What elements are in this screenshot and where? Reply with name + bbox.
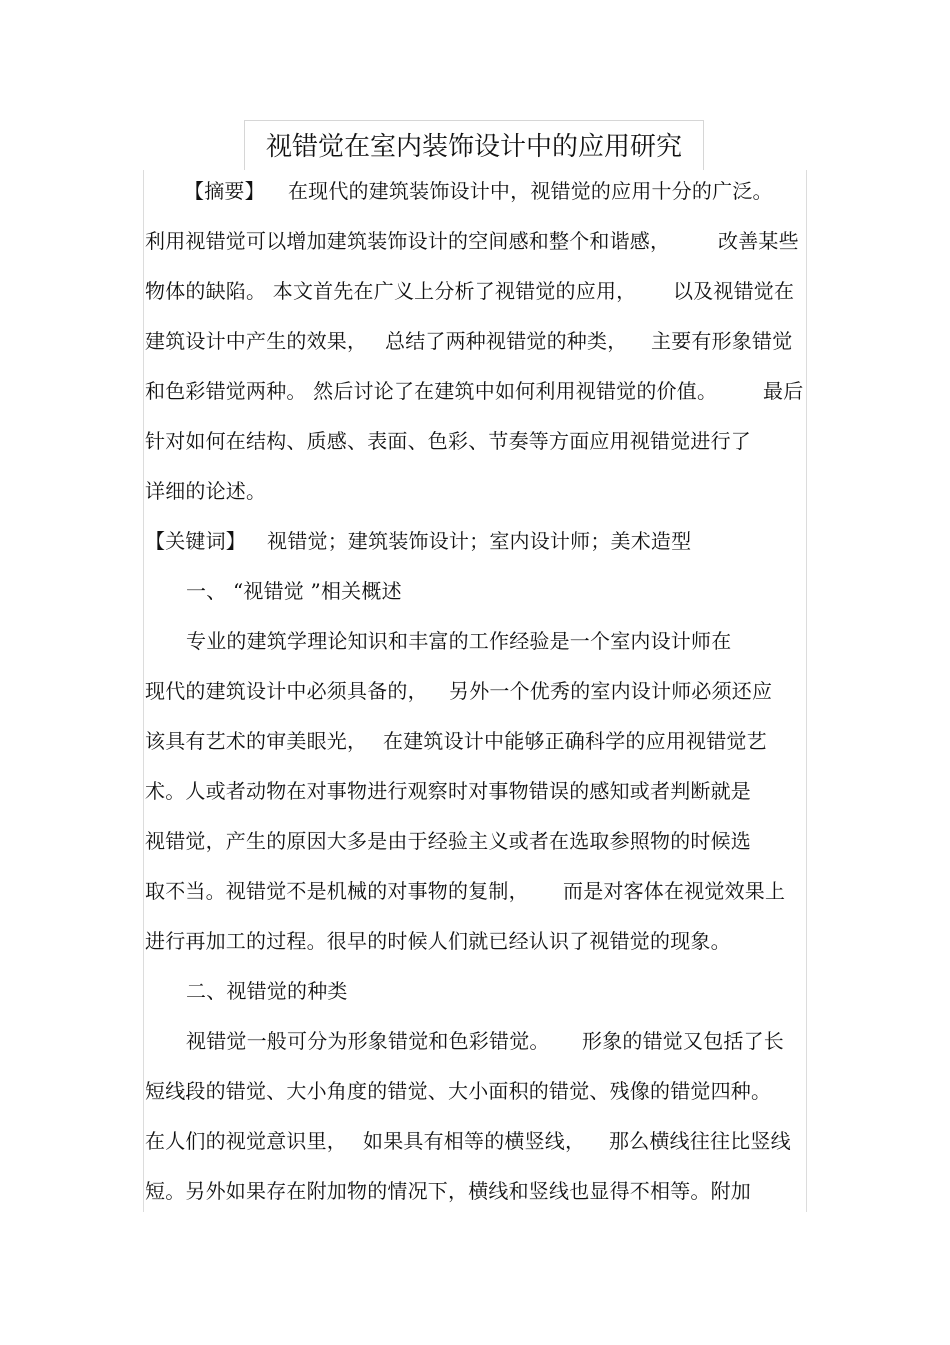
abstract-text: 建筑设计中产生的效果， <box>145 329 368 353</box>
abstract-line-6 <box>145 426 751 456</box>
paragraph-line <box>145 676 805 706</box>
paragraph-line <box>145 726 805 756</box>
paragraph-text: 另外一个优秀的室内设计师必须还应 <box>449 679 773 703</box>
abstract-label: 【摘要】 <box>184 179 265 203</box>
page-frame-right <box>806 170 807 1212</box>
paragraph-text: 那么横线往往比竖线 <box>609 1129 791 1153</box>
abstract-text: 总结了两种视错觉的种类， <box>385 329 628 353</box>
keywords-text: 视错觉；建筑装饰设计；室内设计师；美术造型 <box>267 529 692 553</box>
document-title: 视错觉在室内装饰设计中的应用研究 <box>265 132 682 162</box>
abstract-text: 在现代的建筑装饰设计中，视错觉的应用十分的广泛。 <box>287 179 773 203</box>
paragraph-text: 现代的建筑设计中必须具备的， <box>145 679 428 703</box>
abstract-line-1 <box>184 176 773 206</box>
paragraph-text: 该具有艺术的审美眼光， <box>145 729 368 753</box>
paragraph-line: 专业的建筑学理论知识和丰富的工作经验是一个室内设计师在 <box>186 629 732 653</box>
abstract-text: 最后 <box>763 379 804 403</box>
abstract-text: 物体的缺陷。 本文首先在广义上分析了视错觉的应用， <box>145 279 637 303</box>
abstract-line-4 <box>145 326 805 356</box>
abstract-line-5 <box>145 376 805 406</box>
title-frame <box>244 120 704 170</box>
paragraph-text: 视错觉一般可分为形象错觉和色彩错觉。 <box>186 1029 550 1053</box>
paragraph-line <box>145 876 805 906</box>
paragraph-text: 而是对客体在视觉效果上 <box>563 879 786 903</box>
abstract-line-2 <box>145 226 805 256</box>
paragraph-line: 术。人或者动物在对事物进行观察时对事物错误的感知或者判断就是 <box>145 779 751 803</box>
abstract-text: 利用视错觉可以增加建筑装饰设计的空间感和整个和谐感， <box>145 229 671 253</box>
paragraph-text: 如果具有相等的横竖线， <box>363 1129 586 1153</box>
keywords-label: 【关键词】 <box>145 529 246 553</box>
page-frame-left <box>143 170 144 1212</box>
paragraph-line: 短。另外如果存在附加物的情况下，横线和竖线也显得不相等。附加 <box>145 1179 751 1203</box>
abstract-text: 详细的论述。 <box>145 479 267 503</box>
paragraph-text: 在建筑设计中能够正确科学的应用视错觉艺 <box>383 729 767 753</box>
paragraph-text: 形象的错觉又包括了长 <box>582 1029 784 1053</box>
paragraph-line: 进行再加工的过程。很早的时候人们就已经认识了视错觉的现象。 <box>145 929 731 953</box>
abstract-line-7 <box>145 476 266 506</box>
abstract-text: 主要有形象错觉 <box>651 329 793 353</box>
abstract-line-3 <box>145 276 805 306</box>
abstract-text: 改善某些 <box>718 229 799 253</box>
paragraph-text: 取不当。视错觉不是机械的对事物的复制， <box>145 879 529 903</box>
paragraph-text: 在人们的视觉意识里， <box>145 1129 347 1153</box>
abstract-text: 针对如何在结构、质感、表面、色彩、节奏等方面应用视错觉进行了 <box>145 429 751 453</box>
paragraph-line: 视错觉，产生的原因大多是由于经验主义或者在选取参照物的时候选 <box>145 829 751 853</box>
paragraph-line <box>145 1126 805 1156</box>
abstract-text: 和色彩错觉两种。 然后讨论了在建筑中如何利用视错觉的价值。 <box>145 379 718 403</box>
paragraph-line <box>186 1026 806 1056</box>
keywords-line <box>145 526 691 556</box>
paragraph-line: 短线段的错觉、大小角度的错觉、大小面积的错觉、残像的错觉四种。 <box>145 1079 772 1103</box>
abstract-text: 以及视错觉在 <box>673 279 795 303</box>
section-heading-2: 二、视错觉的种类 <box>186 979 348 1003</box>
section-heading-1: 一、 “视错觉 ”相关概述 <box>186 579 402 603</box>
